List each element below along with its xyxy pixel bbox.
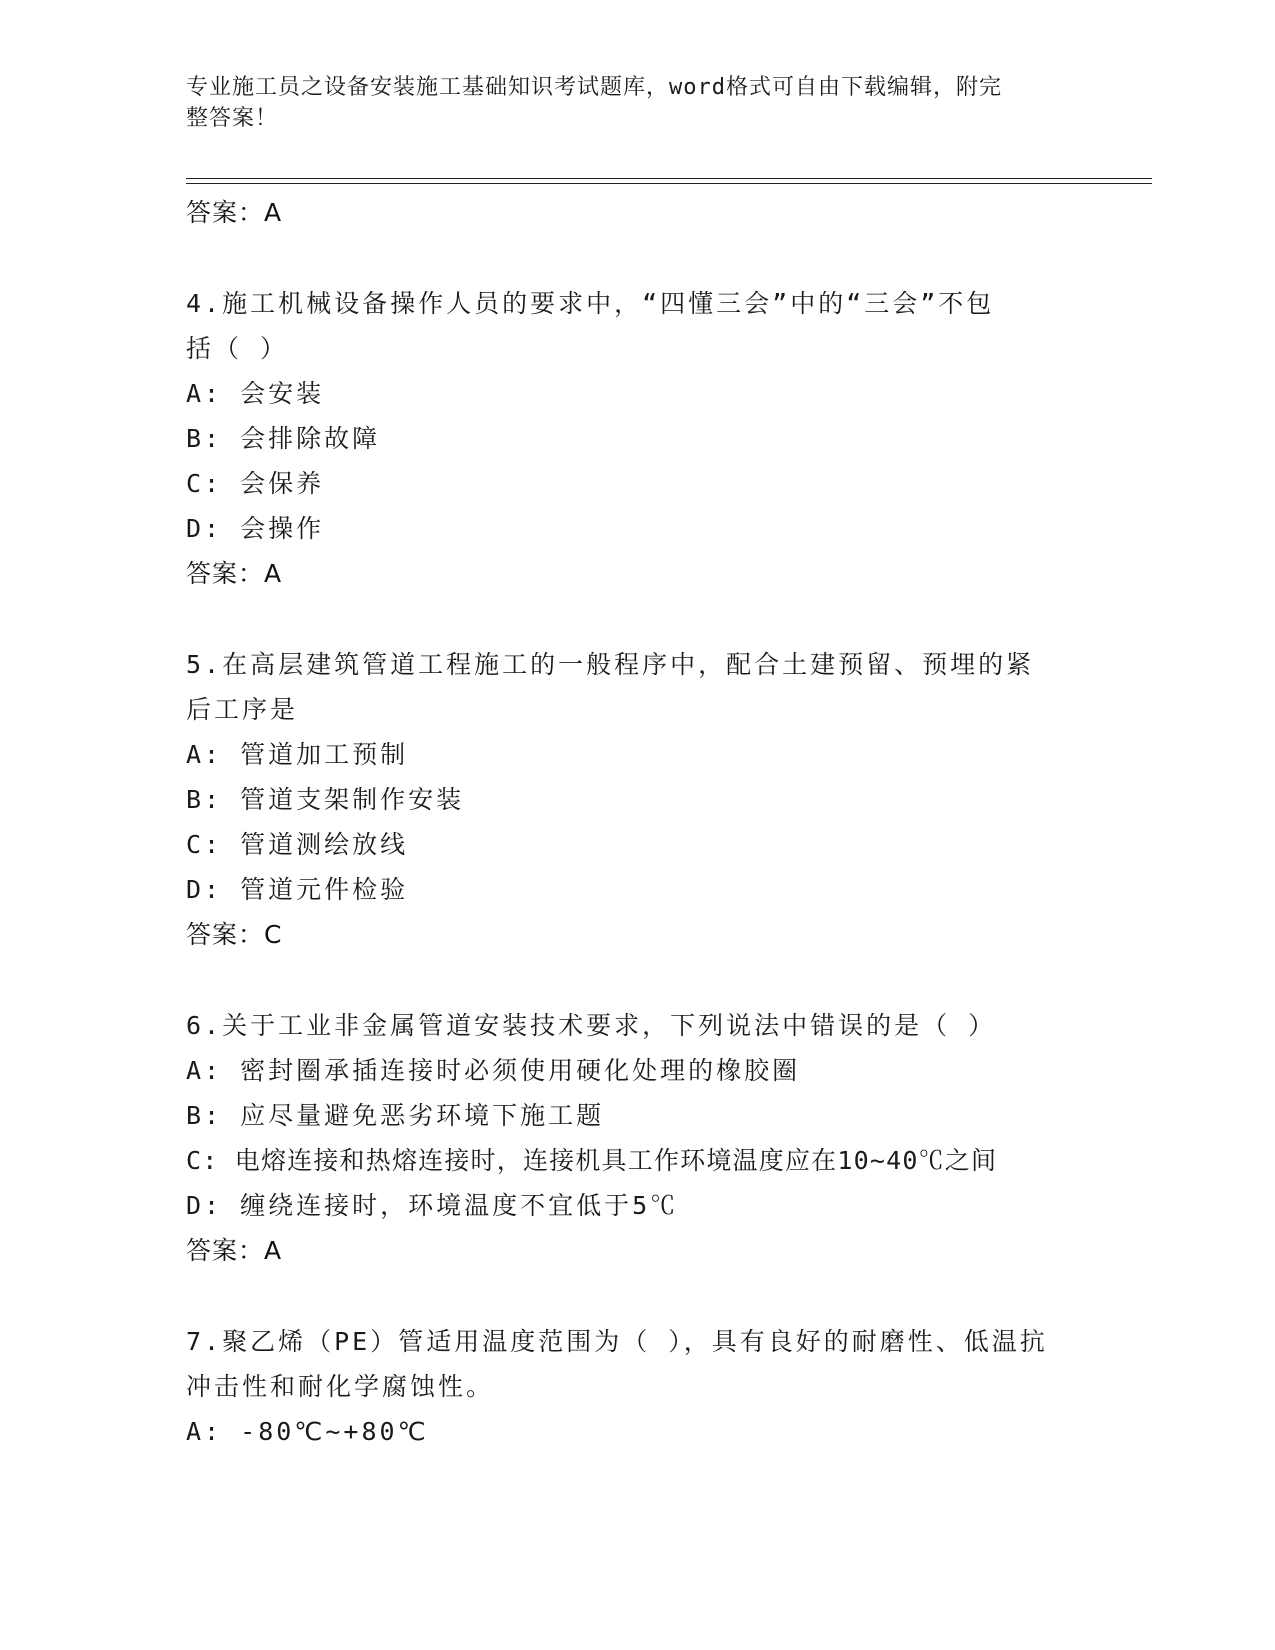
header-rule-bottom	[186, 183, 1152, 184]
question-text: 7.聚乙烯（PE）管适用温度范围为（ ），具有良好的耐磨性、低温抗	[186, 1327, 1048, 1356]
question-6	[186, 1003, 1146, 1273]
header-rule-top	[186, 178, 1152, 179]
option-d: D: 管道元件检验	[186, 875, 409, 904]
question-5	[186, 642, 1146, 957]
question-4	[186, 281, 1146, 596]
option-d: D: 缠绕连接时，环境温度不宜低于5℃	[186, 1191, 679, 1220]
option-a: A: 密封圈承插连接时必须使用硬化处理的橡胶圈	[186, 1056, 801, 1085]
document-body	[186, 190, 1146, 1454]
previous-answer: 答案：A	[186, 198, 283, 227]
option-a: A: 管道加工预制	[186, 740, 409, 769]
option-a: A: 会安装	[186, 379, 325, 408]
question-text-cont: 后工序是	[186, 695, 299, 724]
header-line-2: 整答案！	[186, 106, 279, 131]
question-text: 6.关于工业非金属管道安装技术要求，下列说法中错误的是（ ）	[186, 1011, 997, 1040]
option-c: C: 会保养	[186, 469, 325, 498]
question-text-cont: 冲击性和耐化学腐蚀性。	[186, 1372, 495, 1401]
option-c: C: 电熔连接和热熔连接时，连接机具工作环境温度应在10~40℃之间	[186, 1146, 998, 1175]
answer: 答案：C	[186, 920, 283, 949]
question-7	[186, 1319, 1146, 1454]
question-text-cont: 括（ ）	[186, 334, 289, 363]
option-c: C: 管道测绘放线	[186, 830, 409, 859]
answer: 答案：A	[186, 559, 283, 588]
document-header	[186, 72, 1086, 134]
option-b: B: 会排除故障	[186, 424, 381, 453]
header-line-1: 专业施工员之设备安装施工基础知识考试题库，word格式可自由下载编辑，附完	[186, 75, 1002, 100]
question-text: 4.施工机械设备操作人员的要求中，“四懂三会”中的“三会”不包	[186, 289, 995, 318]
option-a: A: -80℃~+80℃	[186, 1417, 429, 1446]
option-b: B: 应尽量避免恶劣环境下施工题	[186, 1101, 605, 1130]
answer: 答案：A	[186, 1236, 283, 1265]
option-d: D: 会操作	[186, 514, 325, 543]
question-text: 5.在高层建筑管道工程施工的一般程序中，配合土建预留、预埋的紧	[186, 650, 1035, 679]
option-b: B: 管道支架制作安装	[186, 785, 465, 814]
